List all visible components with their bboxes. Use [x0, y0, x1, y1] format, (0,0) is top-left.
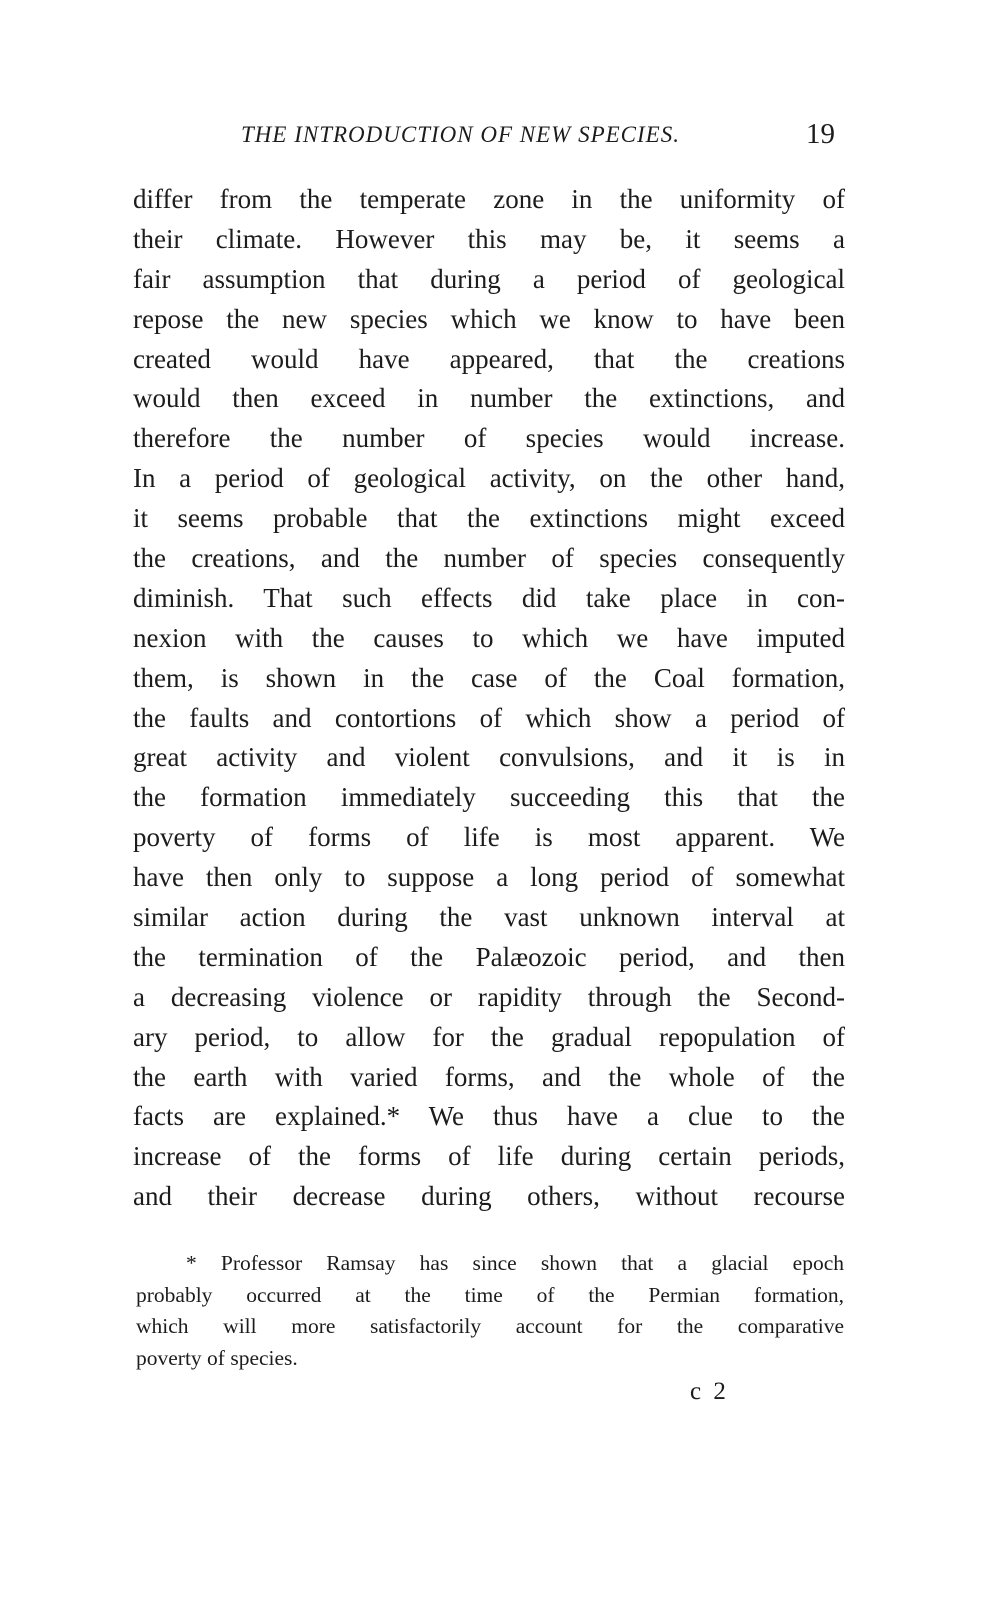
- text-line: the earth with varied forms, and the whole of the: [133, 1061, 845, 1092]
- text-line: would then exceed in number the extinctions, and: [133, 383, 845, 414]
- footnote-line: probably occurred at the time of the Permian formation,: [136, 1282, 844, 1307]
- page-number: 19: [806, 118, 835, 150]
- text-line: the faults and contortions of which show a period of: [133, 702, 845, 733]
- text-line: them, is shown in the case of the Coal formation,: [133, 662, 845, 693]
- text-line: the creations, and the number of species consequently: [133, 543, 845, 574]
- body-text: [133, 180, 845, 1217]
- text-line: In a period of geological activity, on the other hand,: [133, 463, 845, 494]
- text-line: nexion with the causes to which we have imputed: [133, 622, 845, 653]
- text-line: facts are explained.* We thus have a clue to the: [133, 1101, 845, 1132]
- footnote-line: * Professor Ramsay has since shown that a glacial epoch: [186, 1251, 844, 1275]
- text-line: poverty of forms of life is most apparent. We: [133, 822, 845, 853]
- text-line: the termination of the Palæozoic period, and then: [133, 941, 845, 972]
- text-line: fair assumption that during a period of geological: [133, 263, 845, 294]
- text-line: the formation immediately succeeding this that the: [133, 782, 845, 813]
- text-line: therefore the number of species would increase.: [133, 423, 845, 454]
- text-line: created would have appeared, that the creations: [133, 343, 845, 374]
- text-line: a decreasing violence or rapidity through the Second-: [133, 981, 845, 1012]
- running-head: [133, 118, 843, 158]
- running-title: THE INTRODUCTION OF NEW SPECIES.: [241, 122, 680, 147]
- text-line: differ from the temperate zone in the uniformity of: [133, 184, 845, 214]
- text-line: repose the new species which we know to have been: [133, 303, 845, 334]
- text-line: similar action during the vast unknown interval at: [133, 902, 845, 933]
- footnote-line: poverty of species.: [136, 1346, 298, 1371]
- text-line: and their decrease during others, without recourse: [133, 1181, 845, 1212]
- text-line: great activity and violent convulsions, and it is in: [133, 742, 845, 773]
- text-line: have then only to suppose a long period of somewhat: [133, 862, 845, 893]
- footnote-line: which will more satisfactorily account for the comparative: [136, 1314, 844, 1339]
- text-line: ary period, to allow for the gradual repopulation of: [133, 1021, 845, 1052]
- signature-mark: c 2: [690, 1378, 729, 1405]
- text-line: it seems probable that the extinctions might exceed: [133, 503, 845, 534]
- text-line: their climate. However this may be, it seems a: [133, 223, 845, 254]
- footnote: [136, 1248, 844, 1375]
- text-line: increase of the forms of life during certain periods,: [133, 1141, 845, 1172]
- text-line: diminish. That such effects did take place in con-: [133, 582, 845, 613]
